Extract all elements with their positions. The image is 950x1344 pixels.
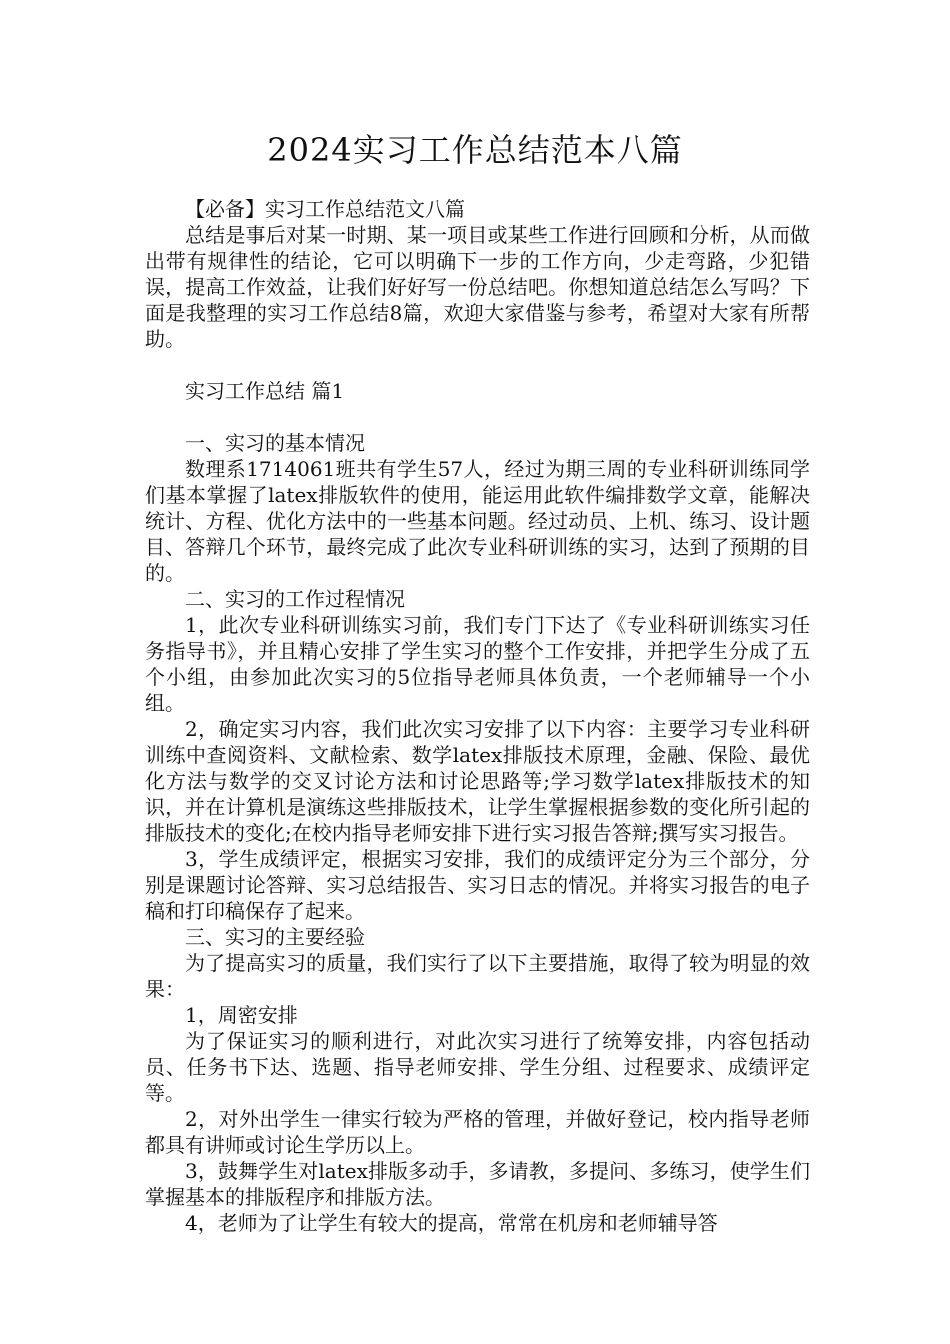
section-heading-part-1: 实习工作总结 篇1 [185,379,345,403]
heading-main-experience: 三、实习的主要经验 [185,925,365,949]
paragraph-experience-2: 2，对外出学生一律实行较为严格的管理，并做好登记，校内指导老师都具有讲师或讨论生学历以上。 [145,1107,810,1157]
document-title: 2024实习工作总结范本八篇 [267,131,683,169]
subtitle-paragraph: 【必备】实习工作总结范文八篇 [185,197,465,221]
heading-basic-situation: 一、实习的基本情况 [185,431,365,455]
intro-paragraph: 总结是事后对某一时期、某一项目或某些工作进行回顾和分析，从而做出带有规律性的结论，它可以明确下一步的工作方向，少走弯路，少犯错误，提高工作效益，让我们好好写一份总结吧。你想知道总结怎么写吗？下面是我整理的实习工作总结8篇，欢迎大家借鉴与参考，希望对大家有所帮助。 [145,223,810,351]
heading-work-process: 二、实习的工作过程情况 [185,587,405,611]
paragraph-basic-situation: 数理系1714061班共有学生57人，经过为期三周的专业科研训练同学们基本掌握了latex排版软件的使用，能运用此软件编排数学文章，能解决统计、方程、优化方法中的一些基本问题。经过动员、上机、练习、设计题目、答辩几个环节，最终完成了此次专业科研训练的实习，达到了预期的目的。 [145,457,810,585]
document-body [145,196,810,1236]
paragraph-process-2: 2，确定实习内容，我们此次实习安排了以下内容：主要学习专业科研训练中查阅资料、文献检索、数学latex排版技术原理，金融、保险、最优化方法与数学的交叉讨论方法和讨论思路等;学习数学latex排版技术的知识，并在计算机是演练这些排版技术，让学生掌握根据参数的变化所引起的排版技术的变化;在校内指导老师安排下进行实习报告答辩;撰写实习报告。 [145,717,810,845]
paragraph-arrangement: 为了保证实习的顺利进行，对此次实习进行了统筹安排，内容包括动员、任务书下达、选题、指导老师安排、学生分组、过程要求、成绩评定等。 [145,1029,810,1105]
paragraph-process-1: 1，此次专业科研训练实习前，我们专门下达了《专业科研训练实习任务指导书》，并且精心安排了学生实习的整个工作安排，并把学生分成了五个小组，由参加此次实习的5位指导老师具体负责，一个老师辅导一个小组。 [145,613,810,715]
paragraph-experience-3: 3，鼓舞学生对latex排版多动手，多请教，多提问、多练习，使学生们掌握基本的排版程序和排版方法。 [145,1159,810,1209]
paragraph-experience-4: 4，老师为了让学生有较大的提高，常常在机房和老师辅导答 [185,1211,718,1235]
paragraph-process-3: 3，学生成绩评定，根据实习安排，我们的成绩评定分为三个部分，分别是课题讨论答辩、实习总结报告、实习日志的情况。并将实习报告的电子稿和打印稿保存了起来。 [145,847,810,923]
paragraph-experience-intro: 为了提高实习的质量，我们实行了以下主要措施，取得了较为明显的效果： [145,951,810,1001]
item-careful-arrangement: 1，周密安排 [185,1003,298,1027]
